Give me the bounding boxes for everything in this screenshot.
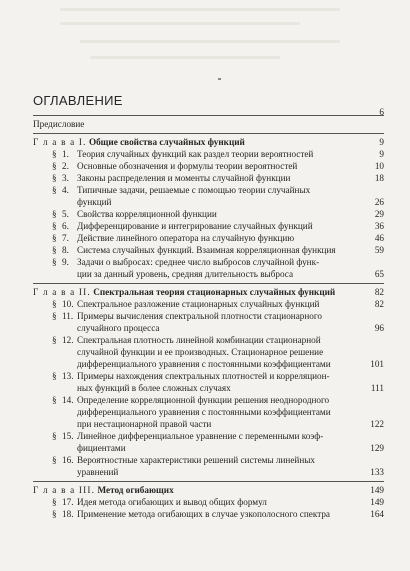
section-number: 6. bbox=[62, 221, 69, 231]
section-number: 9. bbox=[62, 257, 69, 267]
section-number: 11. bbox=[62, 311, 74, 321]
section-3[interactable] bbox=[33, 172, 384, 184]
section-title: Определение корреляционной функции решения неоднородного bbox=[77, 395, 330, 405]
preface-label: Предисловие bbox=[33, 119, 85, 129]
chapter-1-label: Г л а в а I. bbox=[33, 137, 87, 147]
section-number: 12. bbox=[62, 335, 74, 345]
section-18[interactable] bbox=[33, 508, 384, 520]
section-number: 2. bbox=[62, 161, 69, 171]
section-number: 16. bbox=[62, 455, 74, 465]
section-sign: § bbox=[52, 185, 57, 195]
section-title-cont: уравнений bbox=[77, 467, 119, 477]
section-number: 18. bbox=[62, 509, 74, 519]
section-2[interactable] bbox=[33, 160, 384, 172]
rule-ch3 bbox=[33, 481, 384, 482]
section-15[interactable] bbox=[33, 430, 384, 454]
chapter-2[interactable] bbox=[33, 286, 384, 298]
section-7[interactable] bbox=[33, 232, 384, 244]
section-sign: § bbox=[52, 245, 57, 255]
section-sign: § bbox=[52, 335, 57, 345]
section-title-cont: ции за данный уровень, средняя длительность выброса bbox=[77, 269, 294, 279]
section-title: Спектральная плотность линейной комбинации стационарной bbox=[77, 335, 321, 345]
section-title-cont: фициентами bbox=[77, 443, 126, 453]
section-number: 8. bbox=[62, 245, 69, 255]
section-17[interactable] bbox=[33, 496, 384, 508]
section-number: 15. bbox=[62, 431, 74, 441]
chapter-3-page: 149 bbox=[370, 485, 384, 495]
section-page: 149 bbox=[370, 497, 384, 507]
chapter-3-label: Г л а в а III. bbox=[33, 485, 96, 495]
section-title: Система случайных функций. Взаимная корреляционная функция bbox=[77, 245, 336, 255]
section-sign: § bbox=[52, 149, 57, 159]
section-sign: § bbox=[52, 221, 57, 231]
section-number: 4. bbox=[62, 185, 69, 195]
section-number: 14. bbox=[62, 395, 74, 405]
chapter-2-page: 82 bbox=[374, 287, 384, 297]
section-title-cont: ных функций в более сложных случаях bbox=[77, 383, 231, 393]
section-page: 96 bbox=[374, 323, 384, 333]
section-title: Примеры вычисления спектральной плотности стационарного bbox=[77, 311, 323, 321]
section-16[interactable] bbox=[33, 454, 384, 478]
chapter-1-page: 9 bbox=[379, 137, 384, 147]
section-6[interactable] bbox=[33, 220, 384, 232]
section-title: Дифференцирование и интегрирование случайных функций bbox=[77, 221, 313, 231]
section-title-cont: случайной функции и ее производных. Стационарное решение bbox=[77, 347, 324, 357]
section-page: 18 bbox=[374, 173, 384, 183]
section-title-cont: функций bbox=[77, 197, 112, 207]
section-number: 7. bbox=[62, 233, 69, 243]
section-title: Спектральное разложение стационарных случайных функций bbox=[77, 299, 320, 309]
chapter-3-title: Метод огибающих bbox=[97, 485, 174, 495]
section-title: Примеры нахождения спектральных плотностей и корреляцион- bbox=[77, 371, 330, 381]
section-14[interactable] bbox=[33, 394, 384, 430]
section-sign: § bbox=[52, 233, 57, 243]
section-page: 164 bbox=[370, 509, 384, 519]
page-speck bbox=[218, 78, 221, 80]
section-title: Основные обозначения и формулы теории вероятностей bbox=[77, 161, 298, 171]
section-number: 1. bbox=[62, 149, 69, 159]
section-title: Свойства корреляционной функции bbox=[77, 209, 217, 219]
section-title-cont: при нестационарной правой части bbox=[77, 419, 212, 429]
section-11[interactable] bbox=[33, 310, 384, 334]
section-title: Законы распределения и моменты случайной функции bbox=[77, 173, 291, 183]
section-title: Линейное дифференциальное уравнение с переменными коэф- bbox=[77, 431, 324, 441]
section-number: 3. bbox=[62, 173, 69, 183]
section-13[interactable] bbox=[33, 370, 384, 394]
section-title: Идея метода огибающих и вывод общих формул bbox=[77, 497, 267, 507]
section-9[interactable] bbox=[33, 256, 384, 280]
chapter-2-title: Спектральная теория стационарных случайных функций bbox=[93, 287, 336, 297]
show-through bbox=[60, 22, 300, 25]
section-5[interactable] bbox=[33, 208, 384, 220]
section-10[interactable] bbox=[33, 298, 384, 310]
rule-ch1 bbox=[33, 133, 384, 134]
section-title-cont: дифференциального уравнения с постоянными коэффициентами bbox=[77, 359, 331, 369]
section-number: 10. bbox=[62, 299, 74, 309]
section-title-cont: дифференциального уравнения с постоянными коэффициентами bbox=[77, 407, 331, 417]
section-title: Типичные задачи, решаемые с помощью теории случайных bbox=[77, 185, 311, 195]
section-sign: § bbox=[52, 371, 57, 381]
section-page: 9 bbox=[379, 149, 384, 159]
show-through bbox=[60, 8, 340, 11]
top-rule bbox=[33, 115, 384, 116]
section-title: Теория случайных функций как раздел теории вероятностей bbox=[77, 149, 314, 159]
section-page: 129 bbox=[370, 443, 384, 453]
section-title: Задачи о выбросах: среднее число выбросов случайной функ- bbox=[77, 257, 320, 267]
section-page: 122 bbox=[370, 419, 384, 429]
section-12[interactable] bbox=[33, 334, 384, 370]
section-page: 82 bbox=[374, 299, 384, 309]
section-title: Действие линейного оператора на случайную функцию bbox=[77, 233, 295, 243]
section-sign: § bbox=[52, 497, 57, 507]
section-sign: § bbox=[52, 395, 57, 405]
section-8[interactable] bbox=[33, 244, 384, 256]
section-sign: § bbox=[52, 209, 57, 219]
section-title: Применение метода огибающих в случае узкополосного спектра bbox=[77, 509, 330, 519]
section-page: 101 bbox=[370, 359, 384, 369]
chapter-3[interactable] bbox=[33, 484, 384, 496]
section-page: 65 bbox=[374, 269, 384, 279]
section-page: 36 bbox=[374, 221, 384, 231]
section-page: 29 bbox=[374, 209, 384, 219]
section-sign: § bbox=[52, 161, 57, 171]
section-sign: § bbox=[52, 257, 57, 267]
section-sign: § bbox=[52, 455, 57, 465]
section-page: 26 bbox=[374, 197, 384, 207]
toc-heading: ОГЛАВЛЕНИЕ bbox=[33, 93, 123, 108]
section-number: 13. bbox=[62, 371, 74, 381]
section-page: 10 bbox=[374, 161, 384, 171]
section-page: 111 bbox=[370, 383, 384, 393]
section-4[interactable] bbox=[33, 184, 384, 208]
section-number: 17. bbox=[62, 497, 74, 507]
preface-page: 6 bbox=[379, 107, 384, 117]
chapter-2-label: Г л а в а II. bbox=[33, 287, 91, 297]
section-number: 5. bbox=[62, 209, 69, 219]
section-sign: § bbox=[52, 173, 57, 183]
section-title-cont: случайного процесса bbox=[77, 323, 160, 333]
chapter-1[interactable] bbox=[33, 136, 384, 148]
section-sign: § bbox=[52, 431, 57, 441]
section-1[interactable] bbox=[33, 148, 384, 160]
section-sign: § bbox=[52, 311, 57, 321]
section-sign: § bbox=[52, 509, 57, 519]
section-page: 46 bbox=[374, 233, 384, 243]
section-title: Вероятностные характеристики решений системы линейных bbox=[77, 455, 316, 465]
rule-ch2 bbox=[33, 283, 384, 284]
show-through bbox=[80, 40, 340, 43]
section-page: 59 bbox=[374, 245, 384, 255]
show-through bbox=[90, 56, 280, 59]
chapter-1-title: Общие свойства случайных функций bbox=[88, 137, 245, 147]
section-sign: § bbox=[52, 299, 57, 309]
section-page: 133 bbox=[370, 467, 384, 477]
